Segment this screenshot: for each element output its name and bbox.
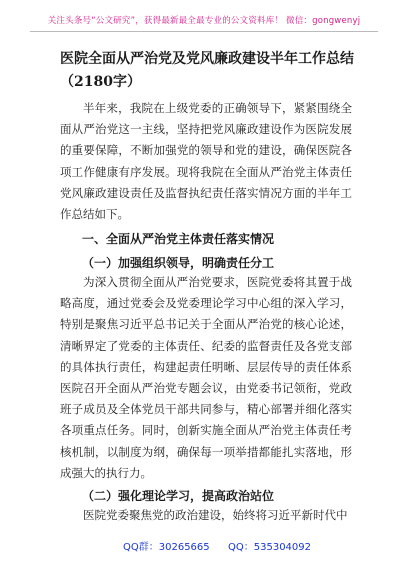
intro-paragraph: 半年来，我院在上级党委的正确领导下，紧紧围绕全面从严治党这一主线，坚持把党风廉政建设作为医院发展的重要保障，不断加强党的领导和党的建设，确保医院各项工作健康有序发展。现将我院在全面从严治党主体责任党风廉政建设责任及监督执纪责任落实情况方面的半年工作总结如下。	[60, 101, 352, 222]
header-divider	[30, 31, 378, 32]
promo-header: 关注头条号“公文研究”，获得最新最全最专业的公文资料库！ 微信：gongwenyj	[47, 16, 361, 26]
subsection-2-heading: （二）强化理论学习，提高政治站位	[82, 489, 275, 503]
section-1-heading: 一、全面从严治党主体责任落实情况	[82, 232, 275, 246]
contact-footer	[0, 538, 408, 552]
subsection-2-body: 医院党委聚焦党的政治建设，始终将习近平新时代中	[83, 508, 348, 522]
qq-number-text: QQ：535304092	[228, 542, 312, 553]
qq-group-text: QQ群：30265665	[123, 542, 210, 553]
subsection-1-heading: （一）加强组织领导，明确责任分工	[82, 256, 275, 270]
document-title: 医院全面从严治党及党风廉政建设半年工作总结（2180字）	[60, 51, 354, 90]
subsection-1-body: 为深入贯彻全面从严治党要求，医院党委将其置于战略高度，通过党委会及党委理论学习中心组的深入学习，特别是聚焦习近平总书记关于全面从严治党的核心论述，清晰界定了党委的主体责任、纪委的监督责任及各党支部的具体执行责任，构建起责任明晰、层层传导的责任体系医院召开全面从严治党专题会议，由党委书记领衔，党政班子成员及全体党员干部共同参与，精心部署并细化落实各项重点任务。同时，创新实施全面从严治党主体责任考核机制，以制度为纲，确保每一项举措都能扎实落地，形成强大的执行力。	[60, 275, 352, 480]
